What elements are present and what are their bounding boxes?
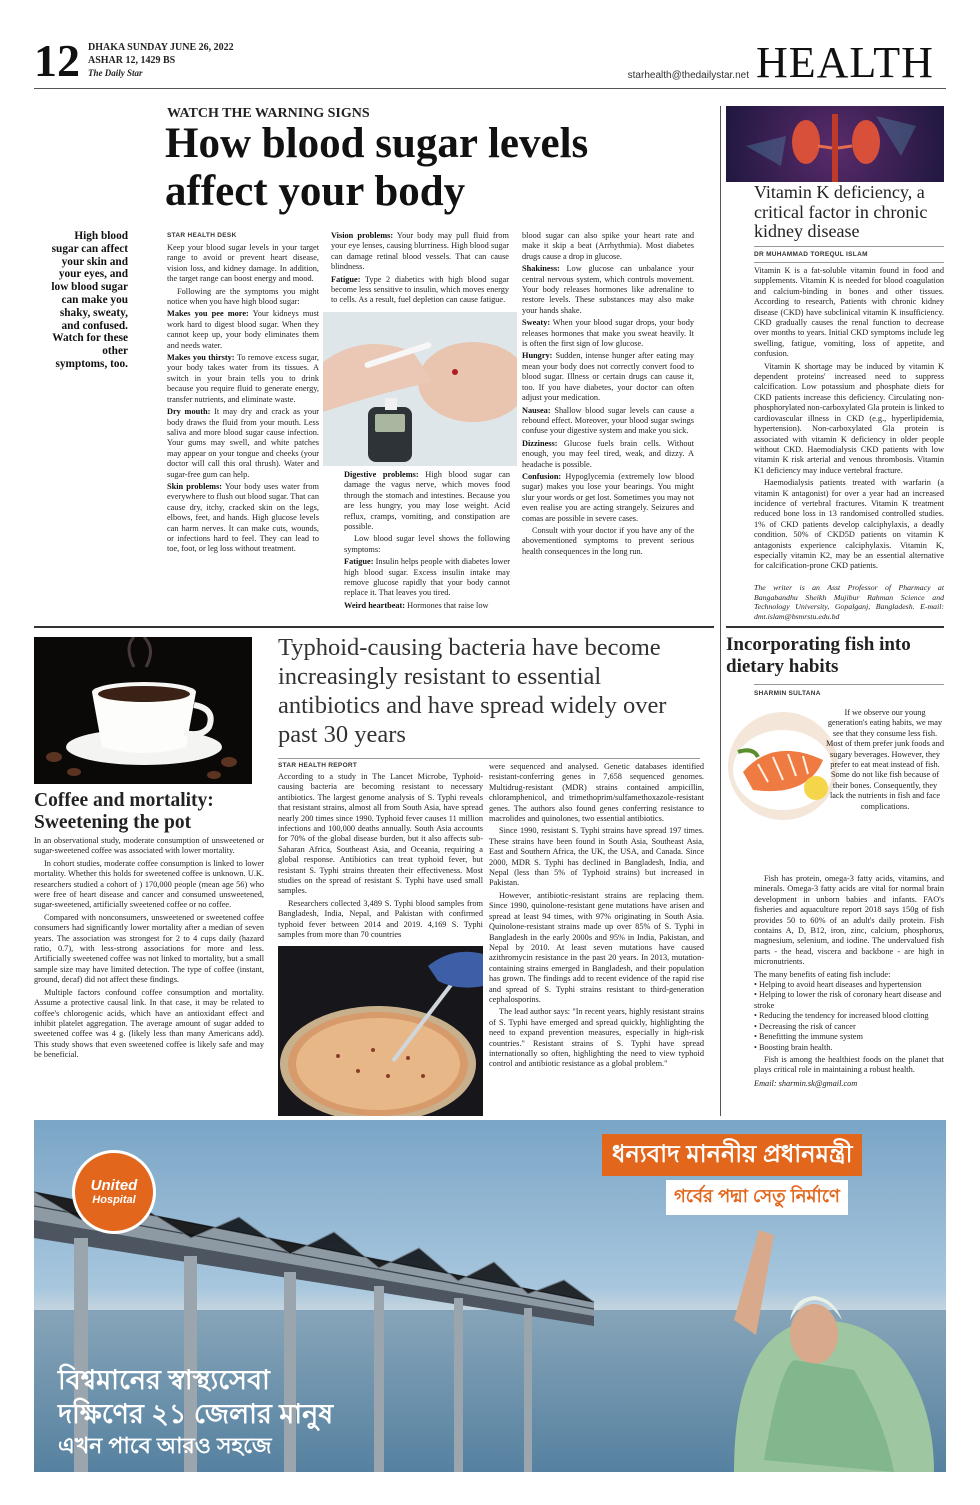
ad-headline-top (602, 1134, 862, 1176)
logo-text-united: United (90, 1177, 138, 1194)
paragraph: According to a study in The Lancet Microbe, Typhoid-causing bacteria are becoming resistant to necessary antibiotics. The largest genome analysis of S. Typhi reveals that resistant strains, almost all from South Asia, have spread nearly 200 times since 1990. Typhoid fever causes 11 million infections and 100,000 deaths annually. South Asia accounts for 70% of the global disease burden, but it also affects sub-Saharan Africa, Southeast Asia, and Oceania, requiring a global response. Antibiotics can treat typhoid fever, but resistant S. Typhi strains threaten their effectiveness. Most studies on the spread of resistant S. Typhi have used small samples. (278, 772, 483, 896)
coffee-headline: Coffee and mortality: Sweetening the pot (34, 790, 214, 833)
fish-bullet: • Benefitting the immune system (754, 1032, 863, 1042)
run-in-heading: Confusion: (522, 471, 562, 481)
run-in-heading: Dry mouth: (167, 407, 211, 417)
lead-column-2-top (331, 231, 509, 311)
glucose-meter-photo (323, 312, 517, 466)
ad-bottom-line-3: এখন পাবে আরও সহজে (58, 1433, 272, 1458)
paragraph: Vision problems: Your body may pull fluid from your eye lenses, causing blurriness. High blood sugar can damage retinal blood vessels. That can cause blindness. (331, 231, 509, 272)
fish-body (754, 874, 944, 1114)
paragraph: Sweaty: When your blood sugar drops, your body releases hormones that make you sweat heavily. It is often the first sign of low glucose. (522, 318, 694, 349)
typhoid-headline: Typhoid-causing bacteria have become increasingly resistant to essential antibiotics and have spread widely over past 30 years (278, 634, 667, 748)
paragraph: Weird heartbeat: Hormones that raise low (344, 600, 489, 610)
run-in-heading: Sweaty: (522, 318, 551, 328)
ad-top-line-2: গর্বের পদ্মা সেতু নির্মাণে (666, 1180, 848, 1215)
ad-top-line-1: ধন্যবাদ মাননীয় প্রধানমন্ত্রী (612, 1141, 853, 1168)
fish-list-intro: The many benefits of eating fish include: (754, 969, 891, 979)
run-in-heading: Shakiness: (522, 264, 560, 274)
date-line-2: ASHAR 12, 1429 BS (88, 55, 176, 66)
paragraph: Makes you thirsty: To remove excess sugar, your body takes water from its tissues. A switch in your brain tells you to drink because you require fluid to generate energy, transfer nutrients, and eliminate waste. (167, 353, 319, 404)
typhoid-byline: STAR HEALTH REPORT (278, 762, 358, 769)
fish-bullet: • Helping to lower the risk of coronary heart disease and stroke (754, 990, 942, 1010)
lead-column-2-bottom (344, 470, 510, 615)
padma-bridge-ad (34, 1120, 946, 1472)
paragraph: Keep your blood sugar levels in your target range to avoid or prevent heart disease, vision loss, and kidney damage. In addition, the target range can boost energy and mood. (167, 243, 319, 284)
fish-rule (754, 684, 944, 685)
fish-byline: SHARMIN SULTANA (754, 690, 821, 697)
lead-column-1 (167, 243, 319, 615)
paragraph: The lead author says: "In recent years, highly resistant strains of S. Typhi have emerged and spread quickly, highlighting the need to expand prevention measures, especially in high-risk countries." Resistant strains of S. Typhi have spread internationally so often, highlighting the need to view typhoid control and antibiotic resistance as a global problem." (489, 1007, 704, 1069)
fish-paragraph: Fish has protein, omega-3 fatty acids, vitamins, and minerals. Omega-3 fatty acids are vital for normal brain development in unborn babies and infants. FAO's fisheries and aquaculture report 2018 says 150g of fish provides 50 to 60% of an adult's daily protein. Fish contains A, D, B12, iron, zinc, calcium, phosphorus, magnesium, selenium, and iodine. The undervalued fish parts - the head, viscera and backbone - are high in micronutrients. (754, 874, 944, 967)
united-hospital-logo (72, 1150, 156, 1234)
run-in-heading: Fatigue: (344, 557, 374, 567)
coffee-photo (34, 637, 252, 784)
fish-bullet: • Reducing the tendency for increased blood clotting (754, 1011, 929, 1021)
paragraph: Researchers collected 3,489 S. Typhi blood samples from Bangladesh, India, Nepal, and Pakistan with confirmed typhoid fever between 2014 and 2019. 4,169 S. Typhi samples from more than 70 countries (278, 898, 483, 940)
vitk-body (754, 266, 944, 582)
paragraph: In cohort studies, moderate coffee consumption is linked to lower mortality. Whether this holds for sweetened coffee is unknown. U.K. researchers studied a cohort of ) 170,000 people (mean age 56) who were free of heart disease and cancer and consumed unsweetened, sugar-sweetened, artificially sweetened coffee or no coffee. (34, 858, 264, 910)
run-in-heading: Vision problems: (331, 231, 394, 240)
masthead-rule (34, 88, 946, 89)
lead-headline-1: How blood sugar levels (165, 120, 589, 167)
lead-kicker: WATCH THE WARNING SIGNS (167, 106, 370, 121)
paragraph: Hungry: Sudden, intense hunger after eating may mean your body does not correctly convert food to blood sugar. Illness or certain drugs can cause it, too. If you have diabetes, your doctor can often adjust your medication. (522, 351, 694, 403)
date-line: DHAKA SUNDAY JUNE 26, 2022 (88, 42, 234, 53)
paragraph: Haemodialysis patients treated with warfarin (a vitamin K antagonist) for over a year had an increased incidence of vertebral fractures. Vitamin K treatment reduced bone loss in 13 randomised controlled studies. 1% of CKD patients develop calciphylaxis, a deadly condition. 50% of CKD5D patients on vitamin K antagonists experience calciphylaxis. Vitamin K, especially vitamin K2, may be an essential alternative for calcification-prone CKD patients. (754, 478, 944, 571)
ad-bottom-line-1: বিশ্বমানের স্বাস্থ্যসেবা (58, 1365, 270, 1395)
lead-column-3 (522, 231, 694, 615)
vitk-author-note: The writer is an Asst Professor of Pharmacy at Bangabandhu Sheikh Mujibur Rahman Science and Technology University, Gopalganj, Bangladesh. E-mail: dmt.islam@bsmrstu.edu.bd (754, 583, 944, 621)
paragraph: blood sugar can also spike your heart rate and make it skip a beat (Arrhythmia). Most diabetes drugs cause a drop in glucose. (522, 231, 694, 261)
fish-bullet: • Helping to avoid heart diseases and hypertension (754, 980, 922, 990)
paragraph: Following are the symptoms you might notice when you have high blood sugar: (167, 286, 319, 307)
lead-pullquote: High blood sugar can affect your skin and your eyes, and low blood sugar can make you shaky, sweaty, and confused. Watch for these other symptoms, too. (51, 230, 128, 370)
page-number: 12 (34, 35, 80, 86)
fish-bullet: • Decreasing the risk of cancer (754, 1021, 856, 1031)
lead-bottom-rule (34, 626, 714, 628)
paragraph: Dizziness: Glucose fuels brain cells. Without enough, you may feel tired, weak, and dizzy. A headache is possible. (522, 438, 694, 469)
paragraph: Fatigue: Type 2 diabetics with high blood sugar become less sensitive to insulin, which moves energy to cells. As a result, fuel depletion can cause fatigue. (331, 274, 509, 305)
vitk-byline: DR MUHAMMAD TOREQUL ISLAM (754, 251, 868, 258)
paragraph: Multiple factors confound coffee consumption and mortality. Assume a protective causal link. In that case, it may be related to coffee's chlorogenic acids, which have an antioxidant effect and inhibit platelet aggregation. The average amount of sugar added to sweetened coffee was 4 g. (likely less than many Americans add). This study shows that even sweetened coffee is likely safe and may be beneficial. (34, 987, 264, 1060)
right-column-rule (720, 106, 721, 1116)
run-in-heading: Skin problems: (167, 481, 223, 491)
petri-dish-photo (278, 946, 483, 1116)
fish-headline: Incorporating fish into dietary habits (726, 634, 911, 677)
paragraph: Vitamin K shortage may be induced by vitamin K dependent proteins' increased need to suppress calcification. Low potassium and phosphate diets for CKD patients increase this deficiency. Circulating non-phosphorylated non-carboxylated Gla protein is linked to cardiovascular illness in CKD (e.g., hyperlipidemia, hypertension). Non-carboxylated Gla protein is associated with vitamin K deficiency in older people without CKD. Haemodialysis CKD patients with low vitamin K risk arterial and venous thrombosis. Vitamin K1 deficiency may induce vertebral fracture. (754, 361, 944, 475)
fish-top-rule (726, 626, 944, 628)
lead-headline-2: affect your body (165, 168, 466, 215)
paragraph: Skin problems: Your body uses water from everywhere to flush out blood sugar. That can cause dry, itchy, cracked skin on the legs, elbows, feet, and hands. High glucose levels can harm nerves. It can make cuts, wounds, or infections hard to feel. They can lead to toe, foot, or leg loss without treatment. (167, 481, 319, 554)
paragraph: Since 1990, resistant S. Typhi strains have spread 197 times. These strains have been found in South Asia, Southeast Asia, East and Southern Africa, the UK, the USA, and Canada. Since 2000, MDR S. Typhi has declined in Bangladesh, India, and Nepal (less than 5% of Typhoid strains) but increased in Pakistan. (489, 826, 704, 888)
ad-bottom-line-2: দক্ষিণের ২১ জেলার মানুষ (58, 1399, 334, 1429)
fish-closing: Fish is among the healthiest foods on the planet that plays critical role in maintaining a robust health. (754, 1054, 944, 1075)
typhoid-column-2 (489, 762, 704, 1116)
coffee-body (34, 836, 264, 1116)
paragraph: Shakiness: Low glucose can unbalance your central nervous system, which controls movement. Your body releases hormones like adrenaline to restore levels. These substances may also make your hands shake. (522, 264, 694, 315)
run-in-heading: Makes you pee more: (167, 309, 249, 319)
run-in-heading: Fatigue: (331, 274, 361, 284)
paper-logo: The Daily Star (88, 68, 143, 78)
run-in-heading: Dizziness: (522, 438, 558, 448)
paragraph: Vitamin K is a fat-soluble vitamin found in food and supplements. Vitamin K is needed for blood coagulation and calcium-binding in bones and other tissues. According to research, Patients with chronic kidney disease (CKD) have subclinical vitamin K insufficiency. CKD gradually causes the renal function to decrease over months to years. Initial CKD symptoms include leg swelling, fatigue, vomiting, loss of appetite, and confusion. (754, 266, 944, 359)
logo-text-hospital: Hospital (92, 1194, 136, 1206)
paragraph: However, antibiotic-resistant strains are replacing them. Since 1990, quinolone-resistant gene mutations have arisen and spread at least 94 times, with 97% originating in South Asia. Quinolone-resistant strains made up over 85% of S. Typhi in Bangladesh in the early 2000s and 95% in India, Pakistan, and Nepal by 2010. At least seven mutations have caused azithromycin resistance in the past 20 years. In 2013, mutation-containing strains emerged in Bangladesh, and their population has grown. The findings add to recent evidence of the rapid rise and spread of S. Typhi strains resistant to third-generation cephalosporins. (489, 890, 704, 1004)
section-email: starhealth@thedailystar.net (627, 70, 749, 81)
vitk-rule (754, 246, 944, 247)
typhoid-column-1 (278, 772, 483, 952)
salmon-photo (728, 712, 838, 820)
paragraph: were sequenced and analysed. Genetic databases identified resistant-conferring genes in 7,658 sequenced genomes. Multidrug-resistant (MDR) strains contained ampicillin, chloramphenicol, and trimethoprim/sulfamethoxazole-resistant genes. The authors also found genes conferring resistance to macrolides and quinolones, two essential antibiotics. (489, 762, 704, 824)
run-in-heading: Weird heartbeat: (344, 600, 406, 610)
run-in-heading: Digestive problems: (344, 470, 419, 479)
typhoid-rule (278, 758, 700, 759)
section-title: HEALTH (756, 38, 934, 87)
run-in-heading: Makes you thirsty: (167, 353, 235, 363)
fish-wrap-text: If we observe our young generation's eating habits, we may see that they consume less fish. Most of them prefer junk foods and sugary beverages. However, they prefer to eat meat instead of fish. Some do not like fish because of their bones. Consequently, they lack the nutrients in fish and face complications. (826, 708, 944, 811)
vitk-rule-2 (754, 262, 944, 263)
paragraph: Low blood sugar level shows the following symptoms: (344, 534, 510, 554)
paragraph: In an observational study, moderate consumption of unsweetened or sugar-sweetened coffee was associated with lower mortality. (34, 836, 264, 856)
run-in-heading: Nausea: (522, 405, 551, 415)
vitk-headline: Vitamin K deficiency, a critical factor in chronic kidney disease (754, 182, 928, 241)
run-in-heading: Hungry: (522, 351, 553, 361)
paragraph: Consult with your doctor if you have any of the abovementioned symptoms to prevent serious health consequences in the long run. (522, 525, 694, 556)
paragraph: Fatigue: Insulin helps people with diabetes lower high blood sugar. Excess insulin intake may remove glucose rapidly that your body cannot replace it. That leaves you tired. (344, 557, 510, 598)
paragraph: Digestive problems: High blood sugar can damage the vagus nerve, which moves food through the stomach and intestines. Because you are less hungry, you may lose weight. Acid reflux, cramps, vomiting, and constipation are possible. (344, 470, 510, 532)
lead-byline: STAR HEALTH DESK (167, 232, 237, 239)
fish-bullet: • Boosting brain health. (754, 1042, 833, 1052)
paragraph: Makes you pee more: Your kidneys must work hard to digest blood sugar. When they cannot keep up, your body eliminates them and needs water. (167, 309, 319, 350)
paragraph: Compared with nonconsumers, unsweetened or sweetened coffee consumers had significantly lower mortality after a median of seven years. The association was strongest for 2 to 4 cups daily (hazard ratio, 0.7), with less-strong associations for more and less. Artificially sweetened coffee was not linked to mortality, but a small sample size may have limited detection. The type of coffee (instant, ground, decaf) did not affect these findings. (34, 912, 264, 985)
paragraph: Confusion: Hypoglycemia (extremely low blood sugar) makes you lose your bearings. You might slur your words or get lost. Sometimes you may not even realise you are acting strangely. Seizures and comas are possible in severe cases. (522, 471, 694, 523)
fish-email: Email: sharmin.sk@gmail.com (754, 1078, 858, 1088)
paragraph: Nausea: Shallow blood sugar levels can cause a rebound effect. Moreover, your blood sugar swings confuse your digestive system and make you sick. (522, 405, 694, 436)
paragraph: Dry mouth: It may dry and crack as your body draws the fluid from your mouth. Less saliva and more blood sugar cause infection. Your gums may swell, and white patches may appear on your tongue and cheeks (your doctor will call this oral thrush). Water and sugar-free gum can help. (167, 407, 319, 479)
kidney-illustration (726, 106, 944, 182)
